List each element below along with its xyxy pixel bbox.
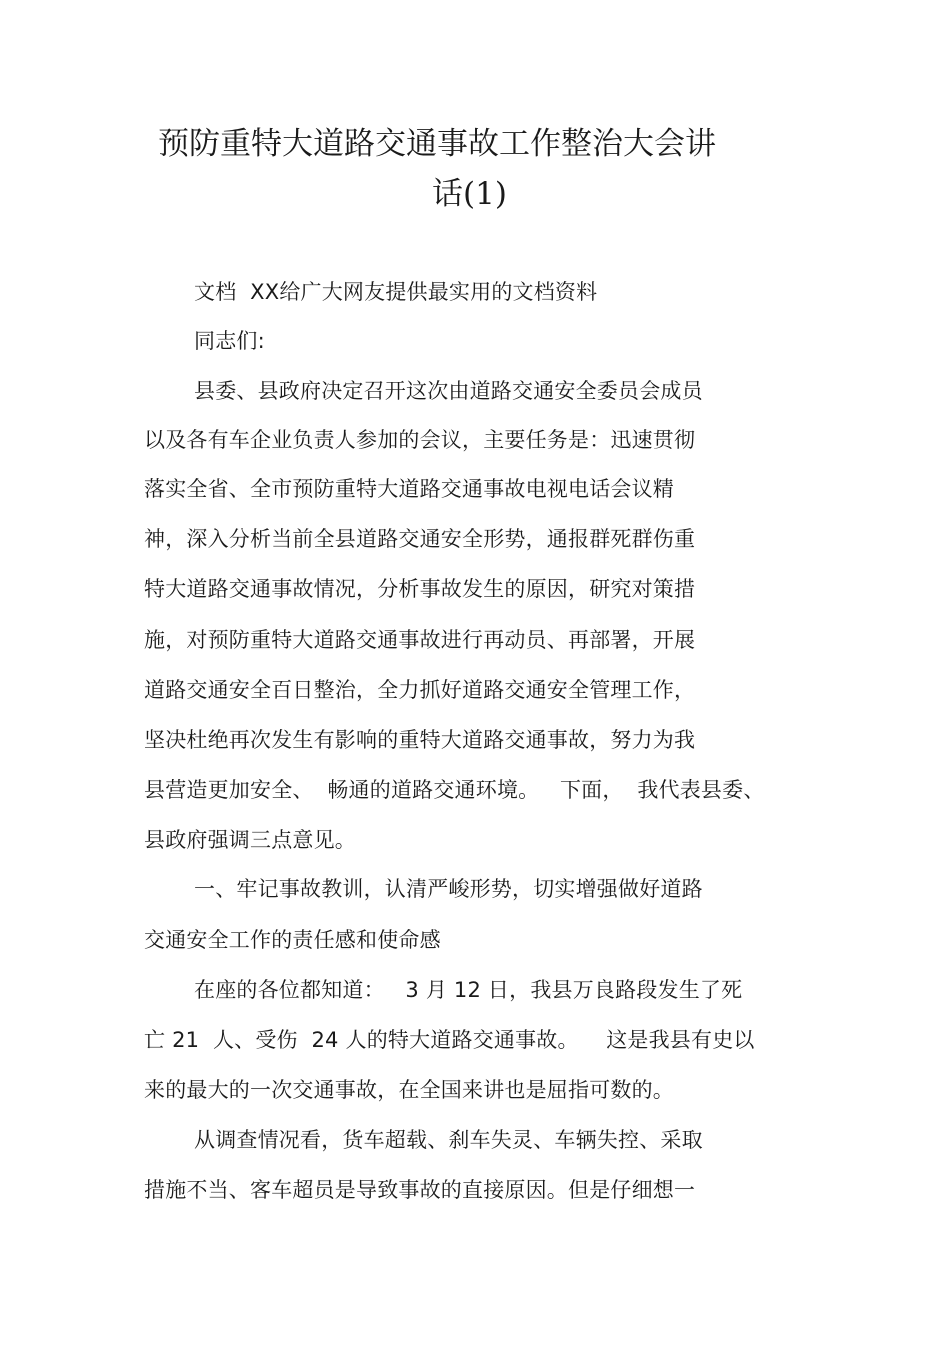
body-line: 文档 XX给广大网友提供最实用的文档资料	[194, 280, 598, 304]
body-line: 县政府强调三点意见。	[144, 828, 356, 852]
body-line: 神，深入分析当前全县道路交通安全形势，通报群死群伤重	[144, 527, 696, 551]
body-line: 坚决杜绝再次发生有影响的重特大道路交通事故，努力为我	[144, 728, 696, 752]
body-line: 以及各有车企业负责人参加的会议，主要任务是：迅速贯彻	[144, 428, 696, 452]
body-line: 同志们:	[194, 329, 265, 353]
body-line: 县营造更加安全、 畅通的道路交通环境。 下面， 我代表县委、	[144, 778, 765, 802]
body-line: 施，对预防重特大道路交通事故进行再动员、再部署，开展	[144, 628, 696, 652]
body-line: 道路交通安全百日整治，全力抓好道路交通安全管理工作，	[144, 678, 696, 702]
body-line: 落实全省、全市预防重特大道路交通事故电视电话会议精	[144, 477, 674, 501]
body-line: 在座的各位都知道： 3 月 12 日，我县万良路段发生了死	[194, 978, 743, 1002]
document-title-line-1: 预防重特大道路交通事故工作整治大会讲	[158, 126, 716, 162]
body-line: 来的最大的一次交通事故，在全国来讲也是屈指可数的。	[144, 1078, 674, 1102]
body-line: 一、牢记事故教训，认清严峻形势，切实增强做好道路	[194, 877, 703, 901]
body-line: 特大道路交通事故情况，分析事故发生的原因，研究对策措	[144, 577, 696, 601]
body-line: 亡 21 人、受伤 24 人的特大道路交通事故。 这是我县有史以	[144, 1028, 755, 1052]
body-line: 县委、县政府决定召开这次由道路交通安全委员会成员	[194, 379, 703, 403]
body-line: 措施不当、客车超员是导致事故的直接原因。但是仔细想一	[144, 1178, 696, 1202]
body-line: 从调查情况看，货车超载、刹车失灵、车辆失控、采取	[194, 1128, 703, 1152]
body-line: 交通安全工作的责任感和使命感	[144, 928, 441, 952]
document-title-line-2: 话(1)	[432, 176, 507, 212]
